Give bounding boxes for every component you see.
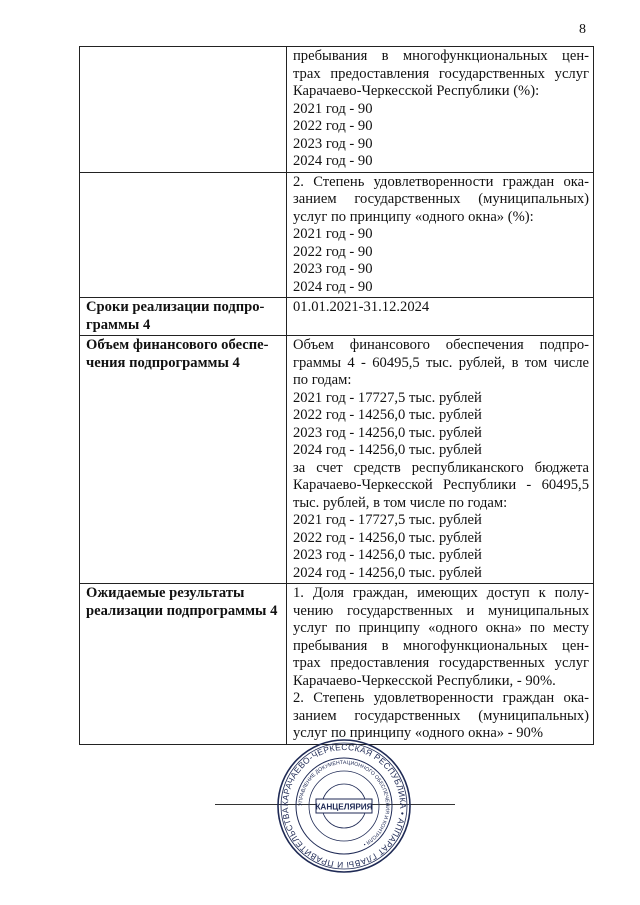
text-line: Карачаево-Черкесской Республики (%): [293,83,540,99]
official-seal [276,738,412,874]
text-line: трах предоставления государственных услуг [293,65,589,82]
table-row [80,172,594,298]
text-line: услуг по принципу «одного окна» (%): [293,208,534,225]
subprogram-passport-table [79,46,594,745]
text-line: 01.01.2021-31.12.2024 [293,299,430,315]
text-line: 2021 год - 17727,5 тыс. рублей [293,389,482,406]
row-value-cell [287,172,594,298]
text-line: Объем финансового обеспечения подпро- [293,337,589,353]
text-line: трах предоставления государственных услуг [293,655,589,671]
svg-text:УПРАВЛЕНИЕ ДОКУМЕНТАЦИОННОГО О: УПРАВЛЕНИЕ ДОКУМЕНТАЦИОННОГО ОБЕСПЕЧЕНИЯ И КОНТРОЛЯ • [297,759,391,847]
row-value-cell [287,584,594,745]
text-line: по годам: [293,372,352,388]
svg-text:КАНЦЕЛЯРИЯ: КАНЦЕЛЯРИЯ [315,802,373,812]
text-line: 2021 год - 90 [293,226,373,242]
text-line: занием государственных (муниципальных) [293,707,589,724]
text-line: 2024 год - 14256,0 тыс. рублей [293,442,482,458]
text-line: пребывания в многофункциональных цен- [293,48,589,64]
text-line: занием государственных (муниципальных) [293,191,589,207]
text-line: 2022 год - 90 [293,243,373,260]
text-line: Карачаево-Черкесской Республики - 60495,5 [293,477,589,493]
table-row [80,584,594,745]
row-label: Объем финансового обеспе- [86,337,269,353]
text-line: 2021 год - 17727,5 тыс. рублей [293,512,482,528]
row-value-cell [287,47,594,173]
text-line: 1. Доля граждан, имеющих доступ к полу- [293,585,589,601]
text-line: 2024 год - 90 [293,278,373,295]
row-value-cell [287,298,594,336]
text-line: за счет средств республиканского бюджета [293,459,589,476]
row-label-cell [80,298,287,336]
row-value-cell [287,336,594,584]
row-label: реализации подпрограммы 4 [86,602,278,619]
text-line: 2. Степень удовлетворенности граждан ока- [293,173,589,190]
table-row [80,47,594,173]
text-line: 2023 год - 14256,0 тыс. рублей [293,547,482,563]
row-label-cell [80,336,287,584]
text-line: 2022 год - 90 [293,118,373,134]
text-line: услуг по принципу «одного окна» по месту [293,620,589,636]
text-line: 2023 год - 90 [293,261,373,277]
svg-text:КАРАЧАЕВО-ЧЕРКЕССКАЯ РЕСПУБЛИК: КАРАЧАЕВО-ЧЕРКЕССКАЯ РЕСПУБЛИКА • АППАРАТ ГЛАВЫ И ПРАВИТЕЛЬСТВА [279,741,409,871]
text-line: 2021 год - 90 [293,100,373,117]
text-line: 2024 год - 14256,0 тыс. рублей [293,564,482,581]
row-label: чения подпрограммы 4 [86,354,240,371]
table-row [80,298,594,336]
row-label: Ожидаемые результаты [86,585,245,601]
table-row [80,336,594,584]
row-label: граммы 4 [86,316,151,333]
row-label-cell [80,47,287,173]
row-label: Сроки реализации подпро- [86,299,265,315]
text-line: тыс. рублей, в том числе по годам: [293,494,508,511]
text-line: пребывания в многофункциональных цен- [293,637,589,654]
text-line: 2023 год - 90 [293,135,373,152]
row-label-cell [80,172,287,298]
text-line: 2022 год - 14256,0 тыс. рублей [293,529,482,546]
page-number: 8 [579,22,586,37]
text-line: услуг по принципу «одного окна» - 90% [293,725,543,741]
text-line: 2023 год - 14256,0 тыс. рублей [293,424,482,441]
text-line: Карачаево-Черкесской Республики, - 90%. [293,672,556,689]
row-label-cell [80,584,287,745]
text-line: 2. Степень удовлетворенности граждан ока- [293,690,589,706]
text-line: 2024 год - 90 [293,153,373,169]
text-line: чению государственных и муниципальных [293,602,589,619]
text-line: граммы 4 - 60495,5 тыс. рублей, в том числе [293,354,589,371]
text-line: 2022 год - 14256,0 тыс. рублей [293,407,482,423]
